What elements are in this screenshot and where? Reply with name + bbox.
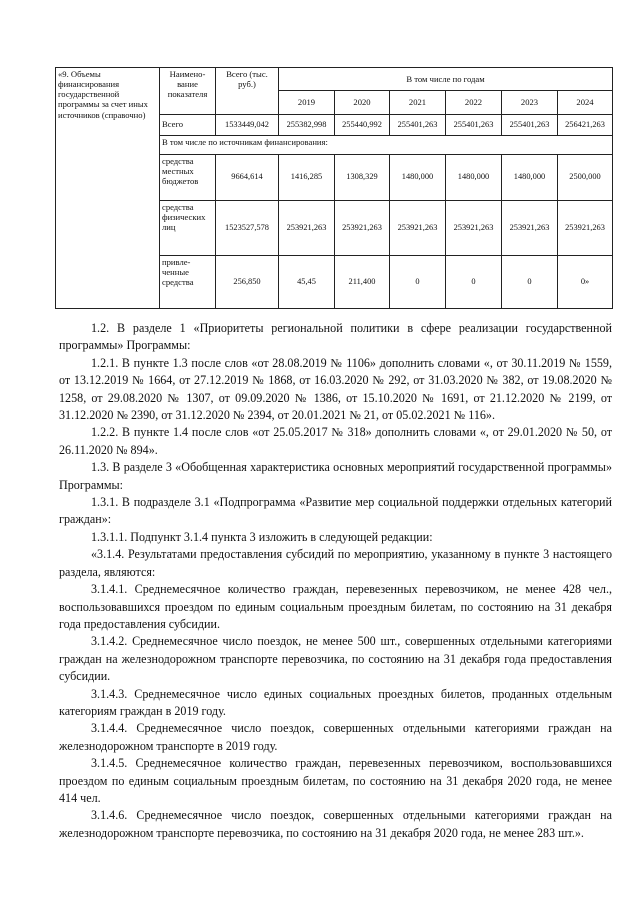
year-header: 2022 xyxy=(446,91,502,114)
row-value: 256421,263 xyxy=(558,114,613,135)
row-value: 1480,000 xyxy=(390,154,446,201)
row-value: 2500,000 xyxy=(558,154,613,201)
row-total: 1533449,042 xyxy=(216,114,279,135)
paragraph: 3.1.4.3. Среднемесячное число единых социальных проездных билетов, проданных отдельным категориям граждан в 2019 году. xyxy=(59,686,612,718)
row-value: 1308,329 xyxy=(335,154,390,201)
col-total-header: Всего (тыс. руб.) xyxy=(216,68,279,115)
section-title-cell: «9. Объемы финансирования государственной программы за счет иных источников (справочно) xyxy=(56,68,160,309)
row-total: 9664,614 xyxy=(216,154,279,201)
sources-subheader: В том числе по источникам финансирования: xyxy=(160,135,613,154)
row-value: 253921,263 xyxy=(279,201,335,256)
paragraph: 3.1.4.6. Среднемесячное число поездок, совершенных отдельными категориями граждан на железнодорожном транспорте перевозчика, по состоянию на 31 декабря 2020 года, не менее 283 шт.». xyxy=(59,808,612,840)
row-value: 255440,992 xyxy=(335,114,390,135)
row-value: 45,45 xyxy=(279,256,335,309)
paragraph: 1.2. В разделе 1 «Приоритеты региональной политики в сфере реализации государственной программы» Программы: xyxy=(59,321,612,353)
row-name: Всего xyxy=(160,114,216,135)
paragraph: 1.3.1.1. Подпункт 3.1.4 пункта 3 изложить в следующей редакции: xyxy=(91,529,433,544)
paragraph: 3.1.4.5. Среднемесячное количество граждан, перевезенных перевозчиком, воспользовавшихся проездом по единым социальным проездным билетам, по состоянию на 31 декабря 2020 года, не менее 414 чел. xyxy=(59,756,612,805)
paragraph: 1.3.1. В подразделе 3.1 «Подпрограмма «Развитие мер социальной поддержки отдельных категорий граждан»: xyxy=(59,495,612,527)
row-value: 0» xyxy=(558,256,613,309)
year-header: 2023 xyxy=(502,91,558,114)
paragraph: 3.1.4.2. Среднемесячное число поездок, не менее 500 шт., совершенных отдельными категориями граждан на железнодорожном транспорте перевозчика, по состоянию на 31 декабря года предоставления субсидии. xyxy=(59,634,612,684)
document-body xyxy=(59,320,612,842)
paragraph: 1.2.1. В пункте 1.3 после слов «от 28.08.2019 № 1106» дополнить словами «, от 30.11.2019 № 1559, от 13.12.2019 № 1664, от 27.12.2019 № 1868, от 16.03.2020 № 292, от 31.03.2020 № 382, от 19.08.2020 № 1258, от 29.08.2020 № 1307, от 09.09.2020 № 1386, от 15.10.2020 № 1691, от 21.12.2020 № 2199, от 31.12.2020 № 2390, от 31.12.2020 № 2394, от 20.01.2021 № 21, от 05.02.2021 № 116». xyxy=(59,355,612,423)
paragraph: 1.2.2. В пункте 1.4 после слов «от 25.05.2017 № 318» дополнить словами «, от 29.01.2020 № 50, от 26.11.2020 № 894». xyxy=(59,425,612,457)
row-value: 1416,285 xyxy=(279,154,335,201)
row-value: 1480,000 xyxy=(446,154,502,201)
row-value: 255401,263 xyxy=(390,114,446,135)
row-value: 0 xyxy=(446,256,502,309)
year-header: 2019 xyxy=(279,91,335,114)
col-name-header: Наимено-вание показателя xyxy=(160,68,216,115)
row-value: 253921,263 xyxy=(390,201,446,256)
year-header: 2024 xyxy=(558,91,613,114)
row-value: 1480,000 xyxy=(502,154,558,201)
paragraph: 3.1.4.4. Среднемесячное число поездок, совершенных отдельными категориями граждан на железнодорожном транспорте в 2019 году. xyxy=(59,721,612,753)
paragraph: 1.3. В разделе 3 «Обобщенная характеристика основных мероприятий государственной программы» Программы: xyxy=(59,460,612,492)
row-value: 255382,998 xyxy=(279,114,335,135)
row-value: 0 xyxy=(502,256,558,309)
row-value: 0 xyxy=(390,256,446,309)
row-value: 253921,263 xyxy=(335,201,390,256)
row-total: 256,850 xyxy=(216,256,279,309)
financing-table xyxy=(55,67,613,309)
row-total: 1523527,578 xyxy=(216,201,279,256)
row-value: 253921,263 xyxy=(446,201,502,256)
row-name: средства местных бюджетов xyxy=(160,154,216,201)
row-value: 211,400 xyxy=(335,256,390,309)
row-value: 255401,263 xyxy=(502,114,558,135)
row-value: 253921,263 xyxy=(502,201,558,256)
paragraph: 3.1.4.1. Среднемесячное количество граждан, перевезенных перевозчиком, не менее 428 чел., воспользовавшихся проездом по единым социальным проездным билетам, по состоянию на 31 декабря года предоставления субсидии. xyxy=(59,582,612,631)
row-name: средства физических лиц xyxy=(160,201,216,256)
years-group-header: В том числе по годам xyxy=(279,68,613,91)
year-header: 2021 xyxy=(390,91,446,114)
row-name: привле-ченные средства xyxy=(160,256,216,309)
paragraph: «3.1.4. Результатами предоставления субсидий по мероприятию, указанному в пункте 3 настоящего раздела, являются: xyxy=(59,547,612,579)
row-value: 255401,263 xyxy=(446,114,502,135)
year-header: 2020 xyxy=(335,91,390,114)
row-value: 253921,263 xyxy=(558,201,613,256)
